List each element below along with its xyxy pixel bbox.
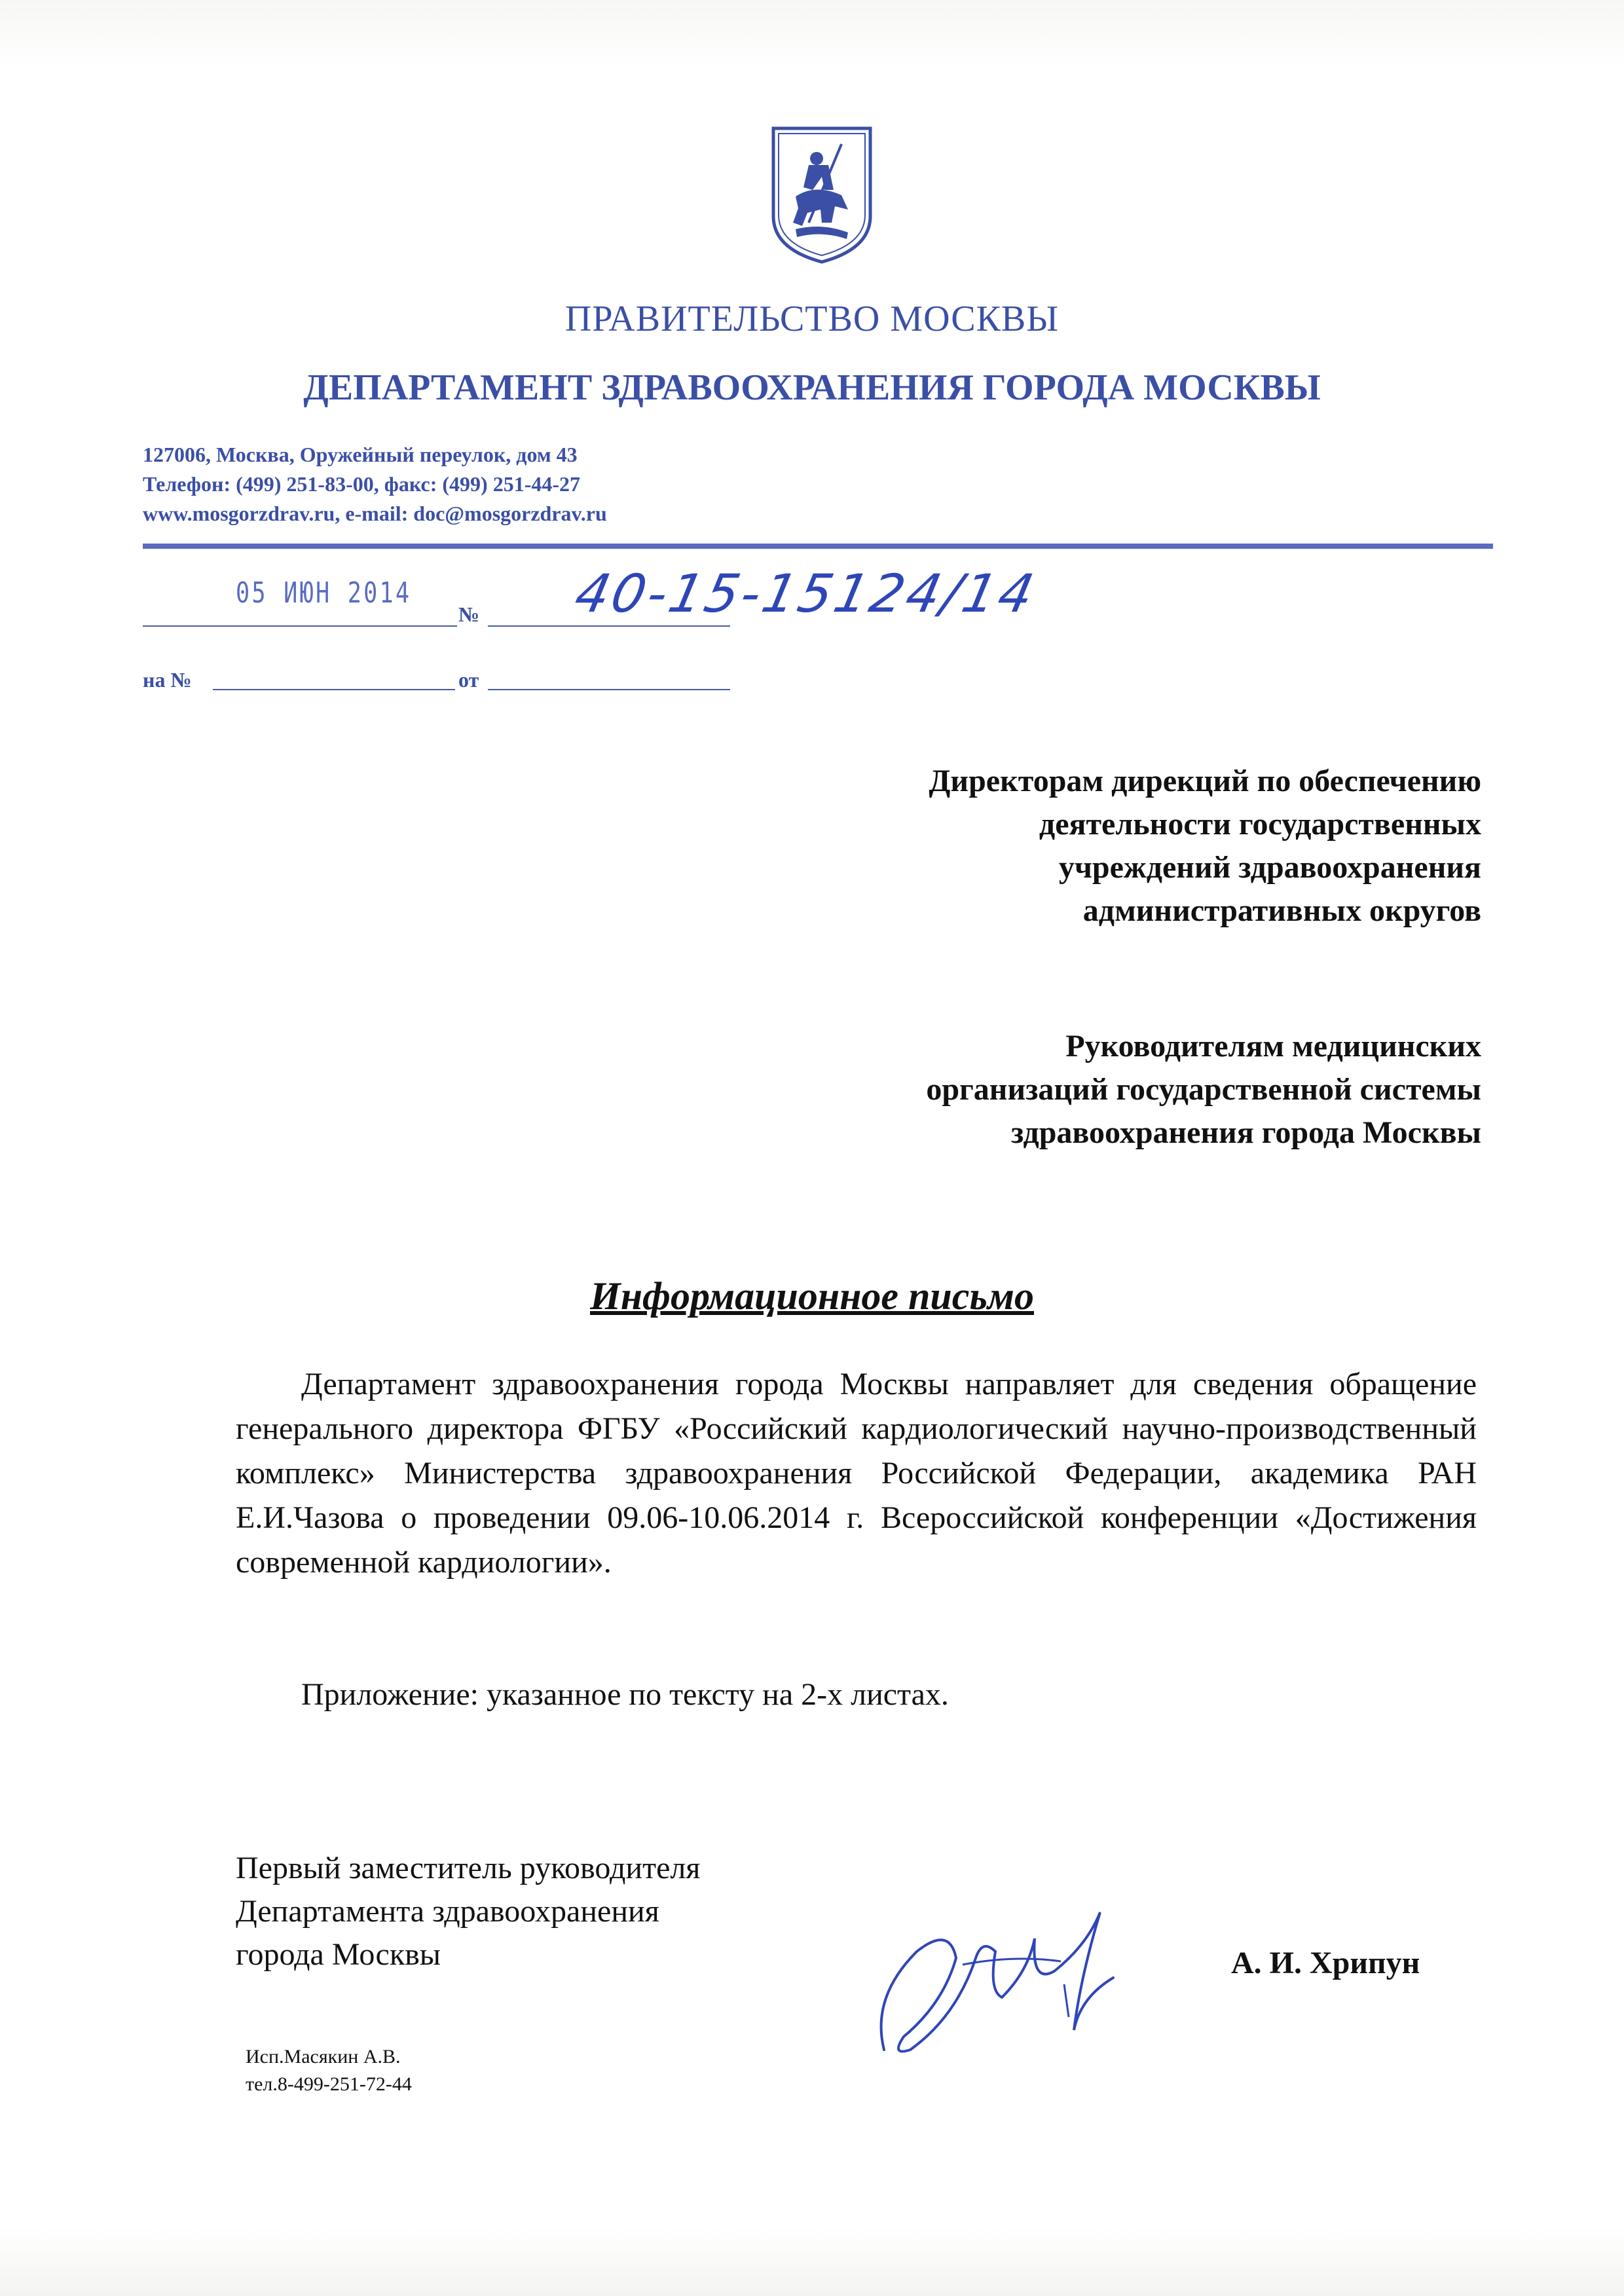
web-email-line: www.mosgorzdrav.ru, e-mail: doc@mosgorzdrav.ru <box>143 502 607 525</box>
letter-body: Департамент здравоохранения города Москвы направляет для сведения обращение генерального директора ФГБУ «Российский кардиологический научно-производственный комплекс» Министерства здравоохранения Российской Федерации, академика РАН Е.И.Чазова о проведении 09.06-10.06.2014 г. Всероссийской конференции «Достижения современной кардиологии». <box>236 1367 1477 1580</box>
contacts-block <box>143 440 607 528</box>
signer-name: А. И. Хрипун <box>1231 1946 1420 1980</box>
government-title: ПРАВИТЕЛЬСТВО МОСКВЫ <box>564 299 1060 339</box>
from-underline <box>488 689 730 690</box>
addressee-line: Руководителям медицинских <box>1065 1029 1481 1064</box>
addressee-line: административных округов <box>1082 893 1481 928</box>
letter-title: Информационное письмо <box>590 1274 1034 1318</box>
executor-block <box>246 2043 412 2098</box>
from-label: от <box>458 668 479 692</box>
address-line: 127006, Москва, Оружейный переулок, дом 43 <box>143 443 578 466</box>
addressee-line: Директорам дирекций по обеспечению <box>929 764 1481 798</box>
number-underline <box>488 625 730 627</box>
moscow-coat-of-arms-icon <box>769 124 874 265</box>
date-underline <box>143 625 457 627</box>
letterhead-divider <box>143 544 1493 549</box>
reference-label: на № <box>143 668 192 692</box>
attachment-note: Приложение: указанное по тексту на 2-х листах. <box>301 1677 949 1712</box>
date-stamp: 05 ИЮН 2014 <box>236 576 412 610</box>
addressee-heads <box>630 1025 1481 1155</box>
phone-fax-line: Телефон: (499) 251-83-00, факс: (499) 251-44-27 <box>143 472 580 496</box>
position-line: города Москвы <box>236 1937 441 1972</box>
position-line: Первый заместитель руководителя <box>236 1851 701 1885</box>
addressee-line: здравоохранения города Москвы <box>1011 1115 1481 1150</box>
department-title: ДЕПАРТАМЕНТ ЗДРАВООХРАНЕНИЯ ГОРОДА МОСКВЫ <box>303 367 1321 408</box>
signer-position <box>236 1847 700 1976</box>
handwritten-number: 40-15-15124/14 <box>570 563 1042 624</box>
position-line: Департамента здравоохранения <box>236 1894 659 1929</box>
addressee-line: организаций государственной системы <box>926 1072 1481 1107</box>
reference-underline <box>213 689 455 690</box>
handwritten-signature-icon <box>864 1899 1166 2069</box>
number-label: № <box>458 602 480 626</box>
addressee-line: учреждений здравоохранения <box>1058 850 1481 885</box>
executor-name: Исп.Масякин А.В. <box>246 2046 401 2067</box>
addressee-directors <box>630 760 1481 933</box>
executor-phone: тел.8-499-251-72-44 <box>246 2073 412 2095</box>
addressee-line: деятельности государственных <box>1039 807 1481 842</box>
